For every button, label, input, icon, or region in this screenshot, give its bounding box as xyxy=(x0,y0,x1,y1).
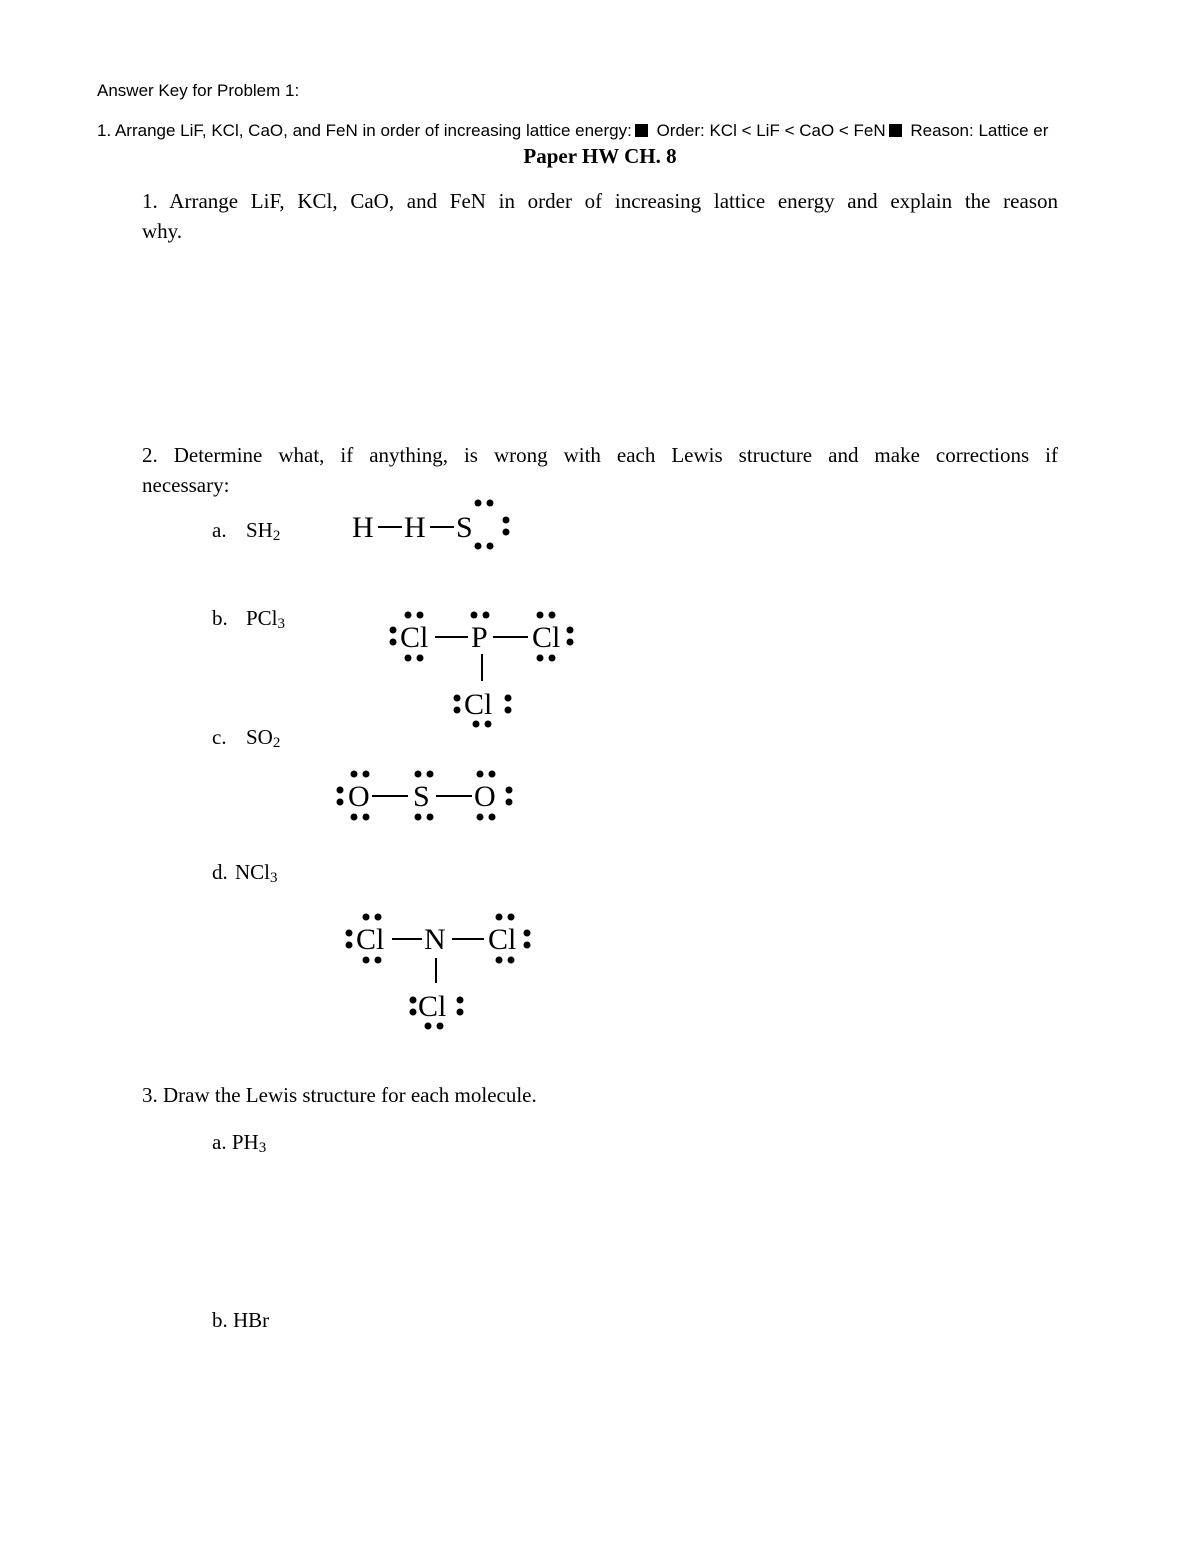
atom-o-right: O xyxy=(474,780,496,813)
answer-key-title: Answer Key for Problem 1: xyxy=(97,81,300,100)
atom-o-left: O xyxy=(348,780,370,813)
question-2-text-line2: necessary: xyxy=(142,473,230,497)
answer-key-line xyxy=(97,121,1048,141)
atom-cl-left: Cl xyxy=(356,923,385,956)
q2-item-a-formula: $SH_2$ xyxy=(246,518,281,544)
page-title: Paper HW CH. 8 xyxy=(523,144,677,168)
answer-key-order: Order: KCl < LiF < CaO < FeN xyxy=(656,121,886,140)
atom-p: P xyxy=(471,621,488,654)
q2-item-c-formula: $SO_2$ xyxy=(246,725,281,751)
lewis-structure-pcl3 xyxy=(380,605,590,735)
atom-h1: H xyxy=(352,511,374,544)
lone-pair-dots xyxy=(475,500,510,550)
q2-item-b-formula: PCl$_3$ xyxy=(246,606,286,632)
q2-item-d-letter: d. xyxy=(212,860,228,884)
atom-s: S xyxy=(456,511,473,544)
atom-cl-bottom: Cl xyxy=(464,688,493,721)
atom-s: S xyxy=(413,780,430,813)
atom-cl-right: Cl xyxy=(532,621,561,654)
atom-n: N xyxy=(424,923,446,956)
atom-cl-left: Cl xyxy=(400,621,429,654)
atom-cl-right: Cl xyxy=(488,923,517,956)
lewis-structure-ncl3 xyxy=(338,908,548,1038)
question-1 xyxy=(142,186,1058,246)
question-1-text-line1: 1. Arrange LiF, KCl, CaO, and FeN in order of increasing lattice energy and explain the reason xyxy=(142,189,1058,213)
question-2-text-line1: 2. Determine what, if anything, is wrong with each Lewis structure and make corrections if xyxy=(142,443,1058,467)
answer-key-question: 1. Arrange LiF, KCl, CaO, and FeN in order of increasing lattice energy: xyxy=(97,121,632,140)
q2-item-c-letter: c. xyxy=(212,725,227,749)
atom-cl-bottom: Cl xyxy=(418,990,447,1023)
lewis-structure-sh2 xyxy=(340,495,530,555)
q2-item-d-formula: NCl$_3$ xyxy=(235,860,278,886)
bullet-square-icon xyxy=(889,124,902,137)
q3-item-a: a. $PH_3$ xyxy=(212,1130,267,1156)
bullet-square-icon xyxy=(635,124,648,137)
answer-key-reason: Reason: Lattice er xyxy=(910,121,1049,140)
question-3-text: 3. Draw the Lewis structure for each molecule. xyxy=(142,1083,537,1107)
question-2 xyxy=(142,440,1058,500)
q2-item-b-letter: b. xyxy=(212,606,228,630)
lewis-structure-so2 xyxy=(330,765,530,830)
q2-item-a-letter: a. xyxy=(212,518,227,542)
atom-h2: H xyxy=(404,511,426,544)
question-1-text-line2: why. xyxy=(142,219,183,243)
q3-item-b: b. HBr xyxy=(212,1308,270,1332)
